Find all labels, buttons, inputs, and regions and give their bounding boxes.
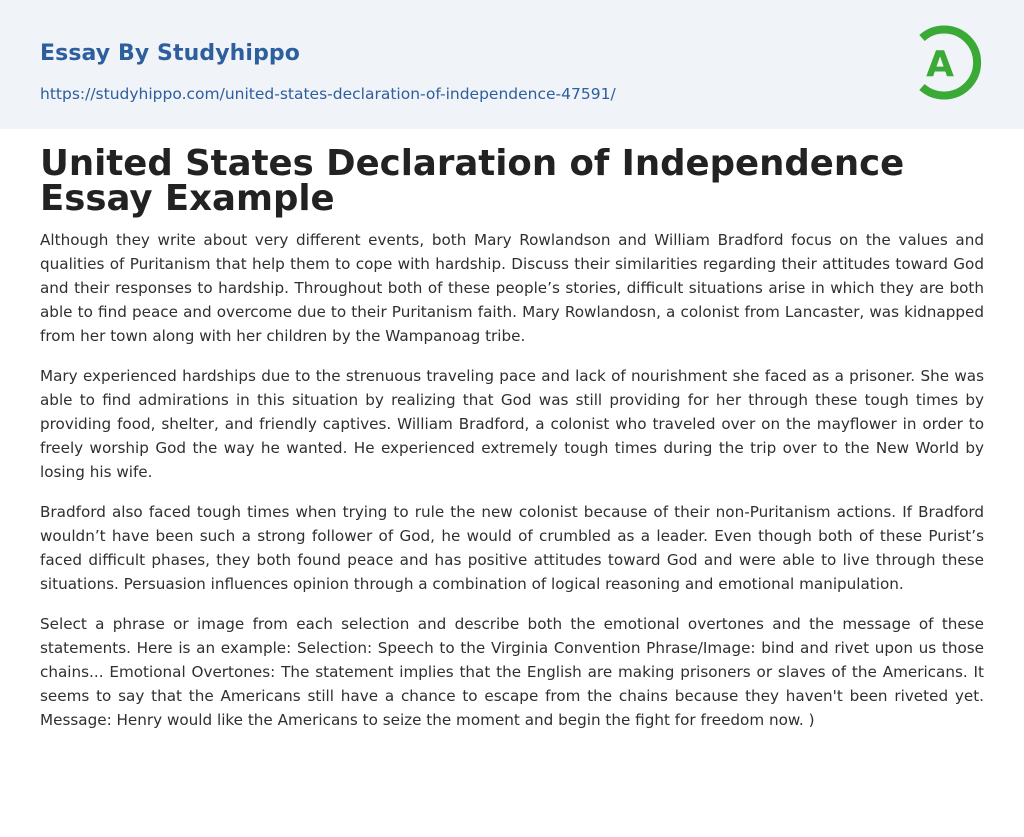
site-title[interactable]: Essay By Studyhippo [40, 41, 300, 66]
essay-url-link[interactable]: https://studyhippo.com/united-states-declaration-of-independence-47591/ [40, 85, 616, 103]
essay-paragraph: Bradford also faced tough times when trying to rule the new colonist because of their non-Puritanism actions. If Bradford wouldn’t have been such a strong follower of God, he would of crumbled as a leader. Even though both of these Purist’s faced difficult phases, they both found peace and has positive attitudes toward God and were able to live through these situations. Persuasion influences opinion through a combination of logical reasoning and emotional manipulation. [40, 503, 984, 593]
site-header [0, 0, 1024, 129]
essay-paragraph: Mary experienced hardships due to the strenuous traveling pace and lack of nourishment she faced as a prisoner. She was able to find admirations in this situation by realizing that God was still providing for her through these tough times by providing food, shelter, and friendly captives. William Bradford, a colonist who traveled over on the mayflower in order to freely worship God the way he wanted. He experienced extremely tough times during the trip over to the New World by losing his wife. [40, 367, 984, 481]
logo-letter: A [926, 44, 954, 85]
essay-title: United States Declaration of Independence Essay Example [40, 143, 905, 219]
essay-paragraph: Select a phrase or image from each selection and describe both the emotional overtones and the message of these statements. Here is an example: Selection: Speech to the Virginia Convention Phrase/Image: bind and rivet upon us those chains... Emotional Overtones: The statement implies that the English are making prisoners or slaves of the Americans. It seems to say that the Americans still have a chance to escape from the chains because they haven't been riveted yet. Message: Henry would like the Americans to seize the moment and begin the fight for freedom now. ) [40, 615, 984, 729]
essay-body [40, 228, 984, 748]
studyhippo-logo-icon[interactable] [912, 20, 985, 105]
essay-paragraph: Although they write about very different events, both Mary Rowlandson and William Bradford focus on the values and qualities of Puritanism that help them to cope with hardship. Discuss their similarities regarding their attitudes toward God and their responses to hardship. Throughout both of these people’s stories, difficult situations arise in which they are both able to find peace and overcome due to their Puritanism faith. Mary Rowlandosn, a colonist from Lancaster, was kidnapped from her town along with her children by the Wampanoag tribe. [40, 231, 984, 345]
